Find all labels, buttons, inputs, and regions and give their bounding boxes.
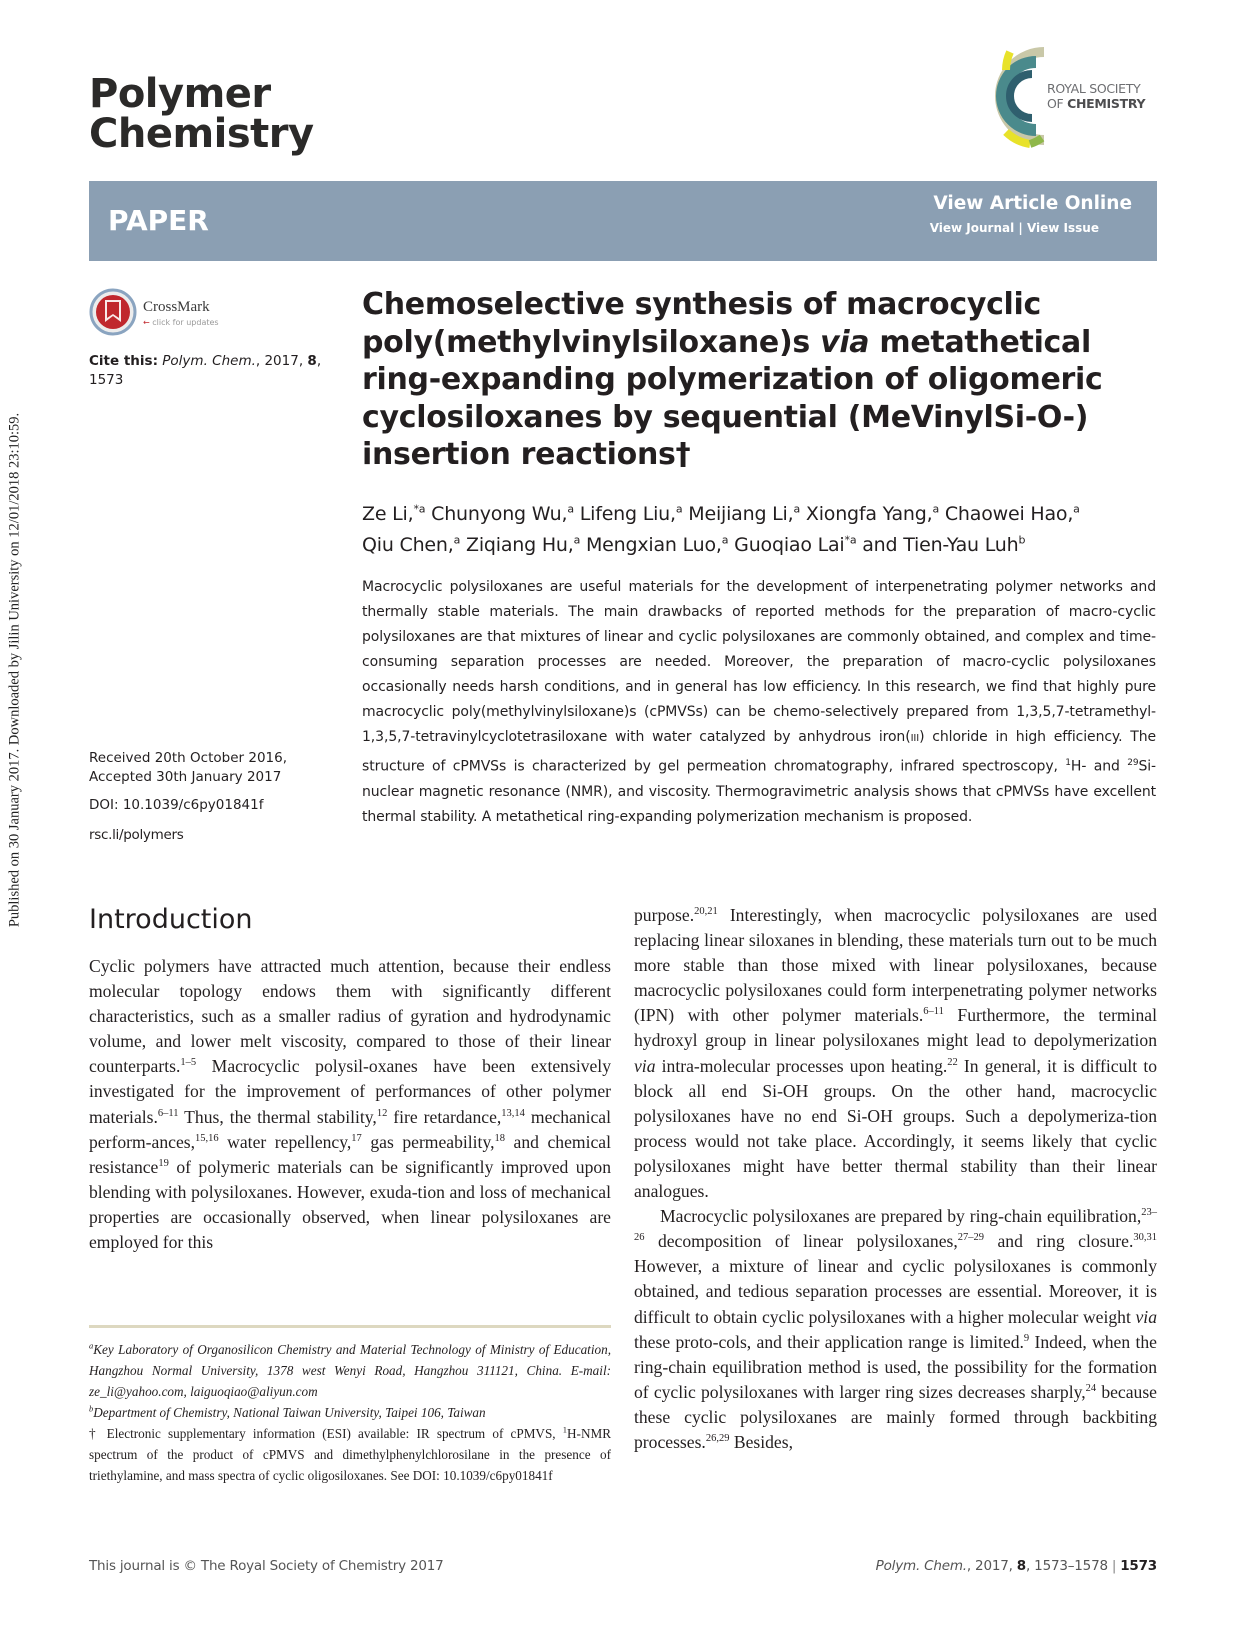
author: Xiongfa Yang,$^a$ (805, 503, 939, 526)
view-journal-link[interactable]: View Journal (929, 221, 1015, 235)
cite-volume: 8 (307, 353, 317, 369)
author: Mengxian Luo,$^a$ (585, 533, 729, 556)
title-line2: poly(methylvinylsiloxane)s via metathetical (362, 324, 1091, 360)
journal-short-link[interactable]: rsc.li/polymers (89, 827, 184, 843)
footnotes (89, 1339, 611, 1486)
view-issue-link[interactable]: View Issue (1026, 221, 1099, 235)
author: Ze Li,$^{*a}$ (362, 503, 426, 526)
intro-paragraph: Macrocyclic polysiloxanes are prepared by ring-chain equilibration,$^{23-26}$ decomposition of linear polysiloxanes,$^{27-29}$ and ring closure.$^{30,31}$ However, a mixture of linear and cyclic polysiloxanes is commonly obtained, and tedious separation processes are essential. Moreover, it is difficult to obtain cyclic polysiloxanes with a higher molecular weight via these proto-cols, and their application range is limited.$^9$ Indeed, when the ring-chain equilibration method is used, the possibility for the formation of cyclic polysiloxanes with larger ring sizes decreases sharply,$^{24}$ because these cyclic polysiloxanes are mainly formed through backbiting processes.$^{26,29}$ Besides, (634, 1206, 1157, 1452)
cite-journal: Polym. Chem. (162, 353, 256, 369)
article-type-label: PAPER (108, 204, 209, 237)
crossmark-name: CrossMark (143, 299, 210, 315)
download-stamp-text: Published on 30 January 2017. Downloaded by Jilin University on 12/01/2018 23:10:59. (6, 412, 23, 928)
title-line4: cyclosiloxanes by sequential (MeVinylSi-O-) (362, 399, 1089, 435)
journal-title (89, 71, 314, 157)
rsc-logo (986, 40, 1156, 152)
citation-info (89, 352, 329, 390)
footnote-divider (89, 1325, 611, 1328)
cite-pages: , 1573 (89, 353, 322, 388)
author: Lifeng Liu,$^a$ (579, 503, 683, 526)
rsc-logo-line2: OF CHEMISTRY (1047, 96, 1146, 111)
download-stamp (4, 360, 26, 980)
affiliation-a: $^a$Key Laboratory of Organosilicon Chemistry and Material Technology of Ministry of Education, Hangzhou Normal University, 1378 west Wenyi Road, Hangzhou 311121, China. E-mail: ze_li@yahoo.com, laiguoqiao@aliyun.com (89, 1340, 611, 1399)
body-right-column (634, 903, 1157, 1455)
abstract: Macrocyclic polysiloxanes are useful materials for the development of interpenetrating polymer networks and thermally stable materials. The main drawbacks of reported methods for the preparation of macro-cyclic polysiloxanes are that mixtures of linear and cyclic polysiloxanes are commonly obtained, and complex and time-consuming separation processes are needed. Moreover, the preparation of macro-cyclic polysiloxanes occasionally needs harsh conditions, and in general has low efficiency. In this research, we find that highly pure macrocyclic poly(methylvinylsiloxane)s (cPMVSs) can be chemo-selectively prepared from 1,3,5,7-tetramethyl-1,3,5,7-tetravinylcyclotetrasiloxane with water catalyzed by anhydrous iron(III) chloride in high efficiency. The structure of cPMVSs is characterized by gel permeation chromatography, infrared spectroscopy, $^1$H- and $^{29}$Si-nuclear magnetic resonance (NMR), and viscosity. Thermogravimetric analysis shows that cPMVSs have excellent thermal stability. A metathetical ring-expanding polymerization mechanism is proposed. (362, 579, 1156, 825)
introduction-heading: Introduction (89, 904, 253, 935)
rsc-logo-icon (986, 40, 1050, 152)
author: Chunyong Wu,$^a$ (431, 503, 574, 526)
title-line5: insertion reactions† (362, 437, 691, 472)
author: Guoqiao Lai$^{*a}$ (734, 533, 857, 556)
view-article-online-link[interactable]: View Article Online (933, 193, 1132, 214)
affiliation-b: $^b$Department of Chemistry, National Taiwan University, Taipei 106, Taiwan (89, 1403, 486, 1420)
title-line3: ring-expanding polymerization of oligomeric (362, 362, 1103, 397)
rsc-logo-line1: ROYAL SOCIETY (1047, 81, 1141, 96)
crossmark-sub: ← click for updates (143, 318, 219, 327)
body-left-column (89, 954, 611, 1255)
crossmark-icon (89, 288, 137, 336)
author: Meijiang Li,$^a$ (688, 503, 801, 526)
author-list (362, 497, 1162, 558)
article-title (362, 286, 1162, 474)
crossmark-badge[interactable] (89, 287, 229, 339)
accepted-date: Accepted 30th January 2017 (89, 769, 282, 785)
paper-banner (89, 181, 1157, 261)
intro-paragraph: purpose.$^{20,21}$ Interestingly, when macrocyclic polysiloxanes are used replacing linear siloxanes in blending, these materials turn out to be much more stable than those mixed with linear polysiloxanes, because macrocyclic polysiloxanes could form interpenetrating polymer networks (IPN) with other polymer materials.$^{6-11}$ Furthermore, the terminal hydroxyl group in linear polysiloxanes might lead to depolymerization via intra-molecular processes upon heating.$^{22}$ In general, it is difficult to block all end Si-OH groups. On the other hand, macrocyclic polysiloxanes have no end Si-OH groups. Such a depolymeriza-tion process would not take place. Accordingly, it seems likely that cyclic polysiloxanes might have better thermal stability than their linear analogues. (634, 905, 1158, 1202)
doi-text: DOI: 10.1039/c6py01841f (89, 797, 264, 813)
title-line1: Chemoselective synthesis of macrocyclic (362, 287, 1042, 322)
banner-link-separator: | (1018, 221, 1027, 235)
esi-note: † Electronic supplementary information (ESI) available: IR spectrum of cPMVS, $^1$H-NMR spectrum of the product of cPMVS and dimethylphenylchlorosilane in the presence of triethylamine, and mass spectra of cyclic oligosiloxanes. See DOI: 10.1039/c6py01841f (89, 1424, 611, 1483)
intro-paragraph: Cyclic polymers have attracted much attention, because their endless molecular topology endows them with significantly different characteristics, such as a smaller radius of gyration and hydrodynamic volume, and lower melt viscosity, compared to those of their linear counterparts.$^{1-5}$ Macrocyclic polysil-oxanes have been extensively investigated for the improvement of performances of other polymer materials.$^{6-11}$ Thus, the thermal stability,$^{12}$ fire retardance,$^{13,14}$ mechanical perform-ances,$^{15,16}$ water repellency,$^{17}$ gas permeability,$^{18}$ and chemical resistance$^{19}$ of polymeric materials can be significantly improved upon blending with polysiloxanes. However, exuda-tion and loss of mechanical properties are occasionally observed, when linear polysiloxanes are employed for this (89, 956, 611, 1253)
author: Qiu Chen,$^a$ (362, 533, 461, 556)
received-date: Received 20th October 2016, (89, 750, 287, 766)
journal-title-line2: Chemistry (89, 111, 314, 157)
banner-links (930, 221, 1099, 235)
author: Ziqiang Hu,$^a$ (466, 533, 581, 556)
footer-copyright: This journal is © The Royal Society of Chemistry 2017 (89, 1558, 444, 1574)
cite-label: Cite this: (89, 353, 158, 369)
page-number: 1573 (1120, 1558, 1157, 1574)
journal-title-line1: Polymer (89, 71, 271, 117)
author: and Tien-Yau Luh$^b$ (862, 533, 1026, 556)
footer-citation: Polym. Chem., 2017, 8, 1573–1578 | 1573 (875, 1558, 1157, 1574)
cite-year: , 2017, (255, 353, 308, 369)
author: Chaowei Hao,$^a$ (944, 503, 1080, 526)
received-accepted (89, 749, 329, 787)
arrow-left-icon: ← (143, 318, 150, 327)
